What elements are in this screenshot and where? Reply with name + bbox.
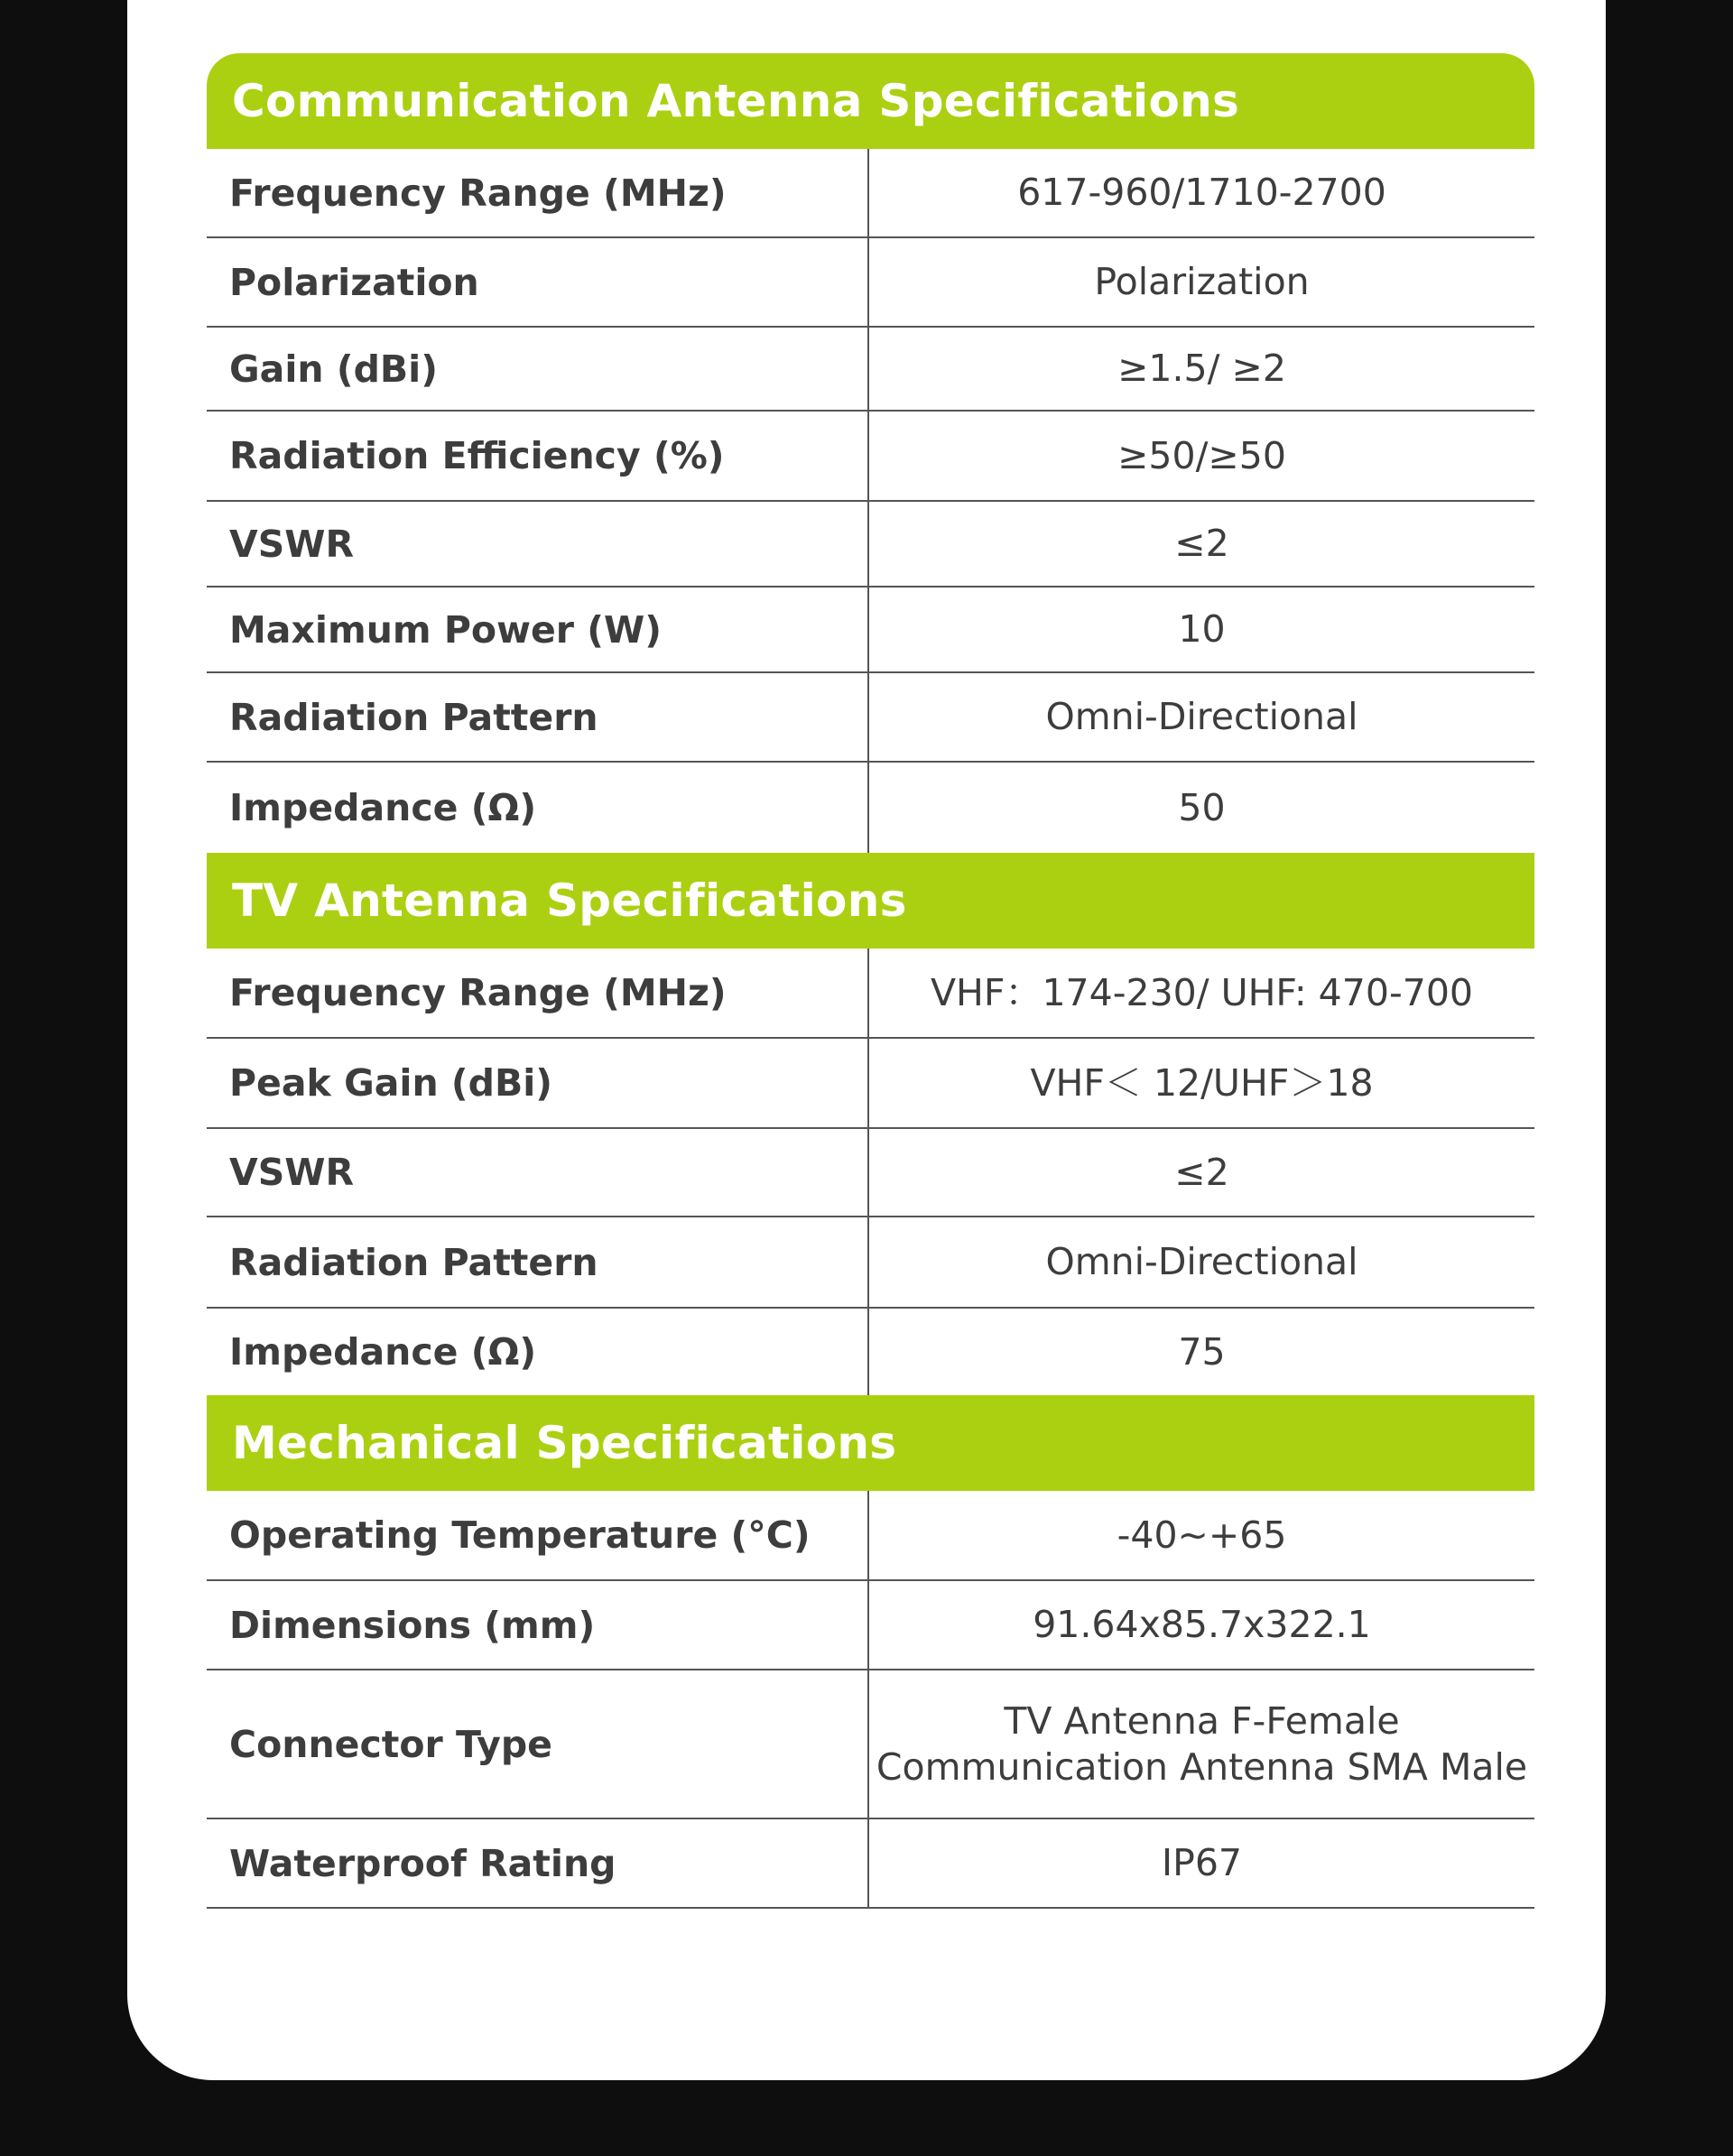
spec-label: Peak Gain (dBi): [207, 1039, 869, 1127]
spec-label: Connector Type: [207, 1670, 869, 1818]
spec-value-line: Communication Antenna SMA Male: [876, 1744, 1528, 1789]
table-row: [207, 1491, 1534, 1581]
table-row: [207, 238, 1534, 328]
spec-label: Radiation Pattern: [207, 1217, 869, 1307]
spec-label: Operating Temperature (°C): [207, 1491, 869, 1579]
table-row: [207, 1039, 1534, 1129]
table-row: [207, 502, 1534, 588]
spec-label: VSWR: [207, 1129, 869, 1216]
spec-value: Omni-Directional: [1045, 1240, 1358, 1284]
spec-value: ≥1.5/ ≥2: [1117, 347, 1286, 391]
spec-value: 10: [1178, 607, 1226, 652]
spec-value: 75: [1178, 1329, 1226, 1374]
spec-value: Polarization: [1094, 260, 1310, 304]
spec-value: -40~+65: [1117, 1513, 1287, 1557]
spec-label: Polarization: [207, 238, 869, 326]
table-row: [207, 328, 1534, 412]
table-row: [207, 1670, 1534, 1819]
spec-value: VHF：174-230/ UHF: 470-700: [930, 970, 1473, 1014]
spec-value: IP67: [1162, 1841, 1242, 1885]
spec-label: Radiation Pattern: [207, 673, 869, 761]
section-header-mechanical: Mechanical Specifications: [207, 1395, 1534, 1491]
section-header-tv: TV Antenna Specifications: [207, 853, 1534, 948]
spec-value: VHF＜ 12/UHF＞18: [1030, 1060, 1374, 1105]
spec-value: 617-960/1710-2700: [1017, 171, 1386, 215]
table-row: [207, 948, 1534, 1039]
spec-label: VSWR: [207, 502, 869, 586]
spec-label: Impedance (Ω): [207, 763, 869, 853]
spec-label: Impedance (Ω): [207, 1309, 869, 1395]
spec-value: ≤2: [1174, 522, 1229, 566]
table-row: [207, 412, 1534, 502]
table-row: [207, 588, 1534, 673]
table-row: [207, 1581, 1534, 1670]
table-row: [207, 673, 1534, 763]
table-row: [207, 1129, 1534, 1217]
section-header-communication: Communication Antenna Specifications: [207, 53, 1534, 149]
spec-label: Radiation Efficiency (%): [207, 412, 869, 500]
spec-value: 50: [1178, 785, 1226, 829]
spec-table: [207, 53, 1534, 1909]
table-row: [207, 1217, 1534, 1309]
table-row: [207, 149, 1534, 238]
spec-value: [869, 1670, 1534, 1818]
spec-label: Waterproof Rating: [207, 1819, 869, 1907]
spec-label: Frequency Range (MHz): [207, 149, 869, 236]
spec-value: ≤2: [1174, 1150, 1229, 1194]
table-row: [207, 1819, 1534, 1909]
table-row: [207, 763, 1534, 853]
spec-label: Gain (dBi): [207, 328, 869, 410]
spec-value: 91.64x85.7x322.1: [1033, 1603, 1371, 1647]
spec-value: Omni-Directional: [1045, 695, 1358, 739]
spec-label: Maximum Power (W): [207, 588, 869, 671]
spec-value-line: TV Antenna F-Female: [1004, 1699, 1400, 1744]
spec-label: Frequency Range (MHz): [207, 948, 869, 1037]
spec-value: ≥50/≥50: [1117, 433, 1286, 477]
table-row: [207, 1309, 1534, 1395]
spec-label: Dimensions (mm): [207, 1581, 869, 1669]
